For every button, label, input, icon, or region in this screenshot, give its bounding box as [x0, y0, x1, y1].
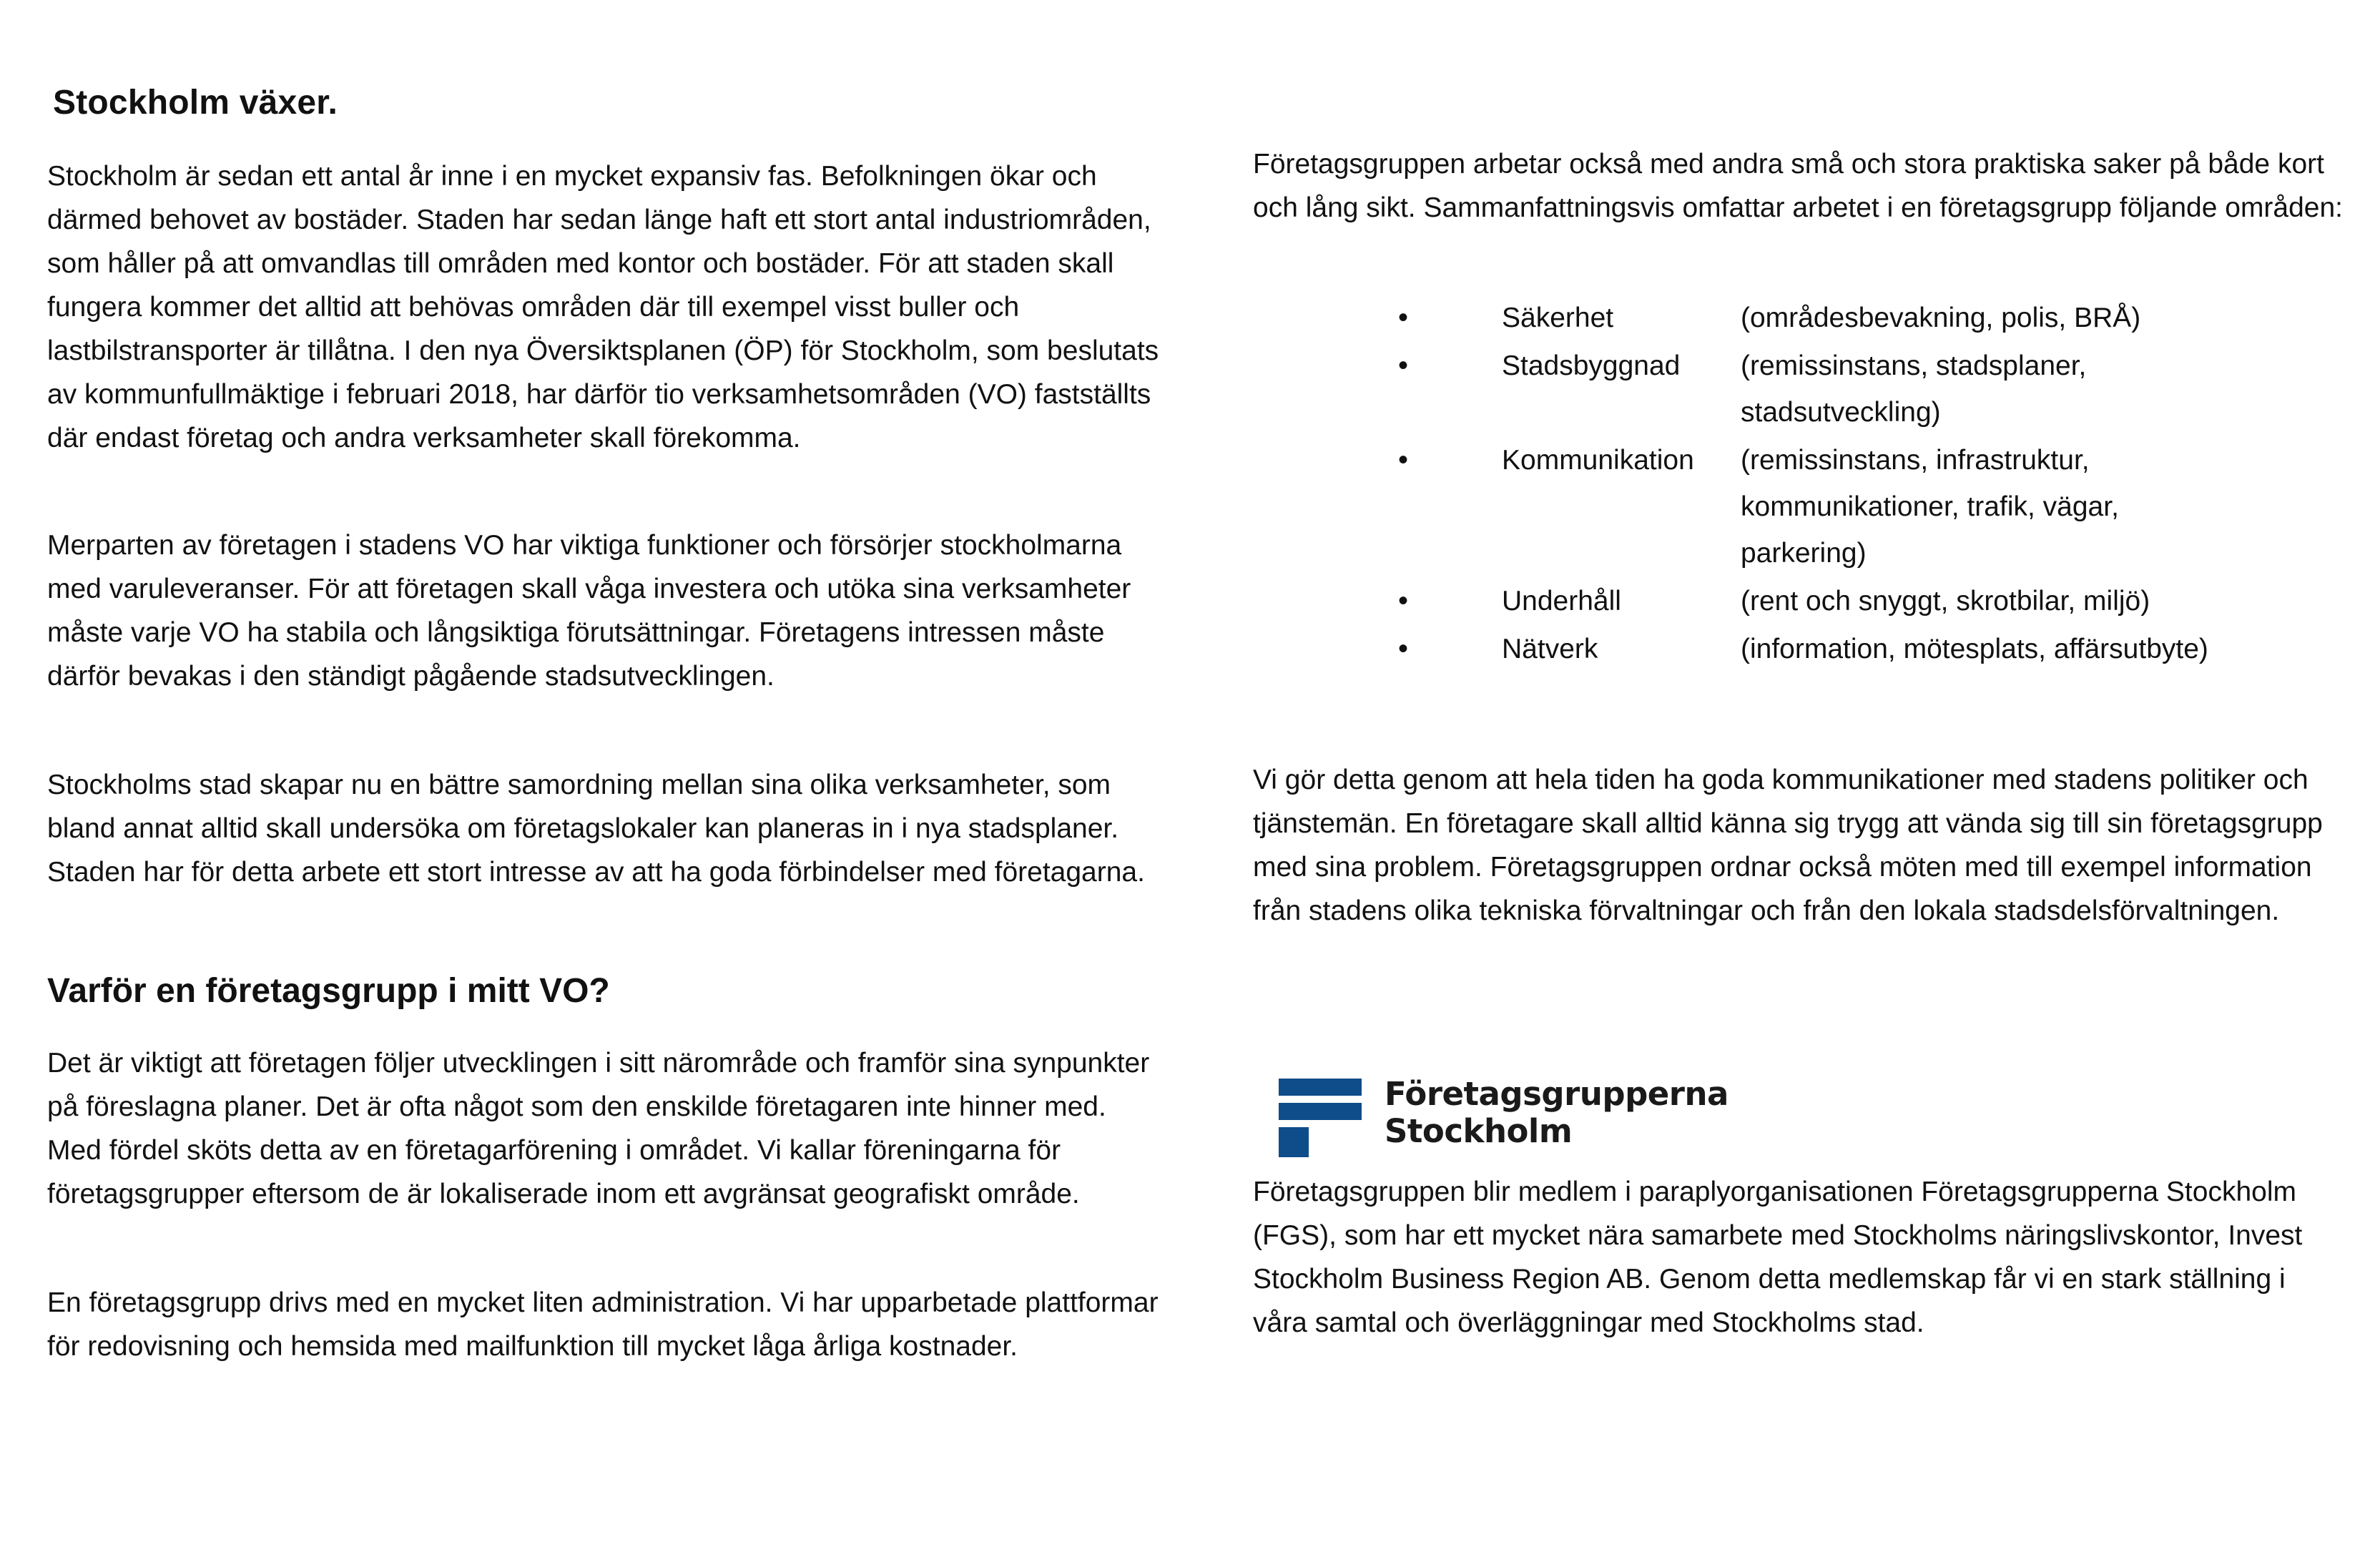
membership-paragraph: Företagsgruppen blir medlem i paraplyorganisationen Företagsgrupperna Stockholm (FGS), som har ett mycket nära samarbete med Stockholms näringslivskontor, Invest Stockholm Business Region AB. Genom detta medlemskap får vi en stark ställning i våra samtal och överläggningar med Stockholms stad.	[1253, 1177, 2303, 1338]
bullet-icon: •	[1398, 302, 1409, 333]
bullet-icon: •	[1398, 350, 1409, 381]
list-item-description: (information, mötesplats, affärsutbyte)	[1741, 634, 2208, 664]
list-item-term: Underhåll	[1502, 586, 1621, 617]
list-item-description: (remissinstans, infrastruktur, kommunikationer, trafik, vägar, parkering)	[1741, 445, 2119, 569]
list-item	[1253, 578, 2347, 624]
bullet-icon: •	[1398, 633, 1409, 664]
companies-paragraph: Merparten av företagen i stadens VO har viktiga funktioner och försörjer stockholmarna med varuleveranser. För att företagen skall våga investera och utöka sina verksamheter måste varje VO ha stabila och långsiktiga förutsättningar. Företagens intressen måste därför bevakas i den ständigt pågående stadsutvecklingen.	[47, 530, 1131, 692]
logo-line-2: Stockholm	[1385, 1112, 1573, 1150]
list-item	[1253, 295, 2347, 341]
logo-line-1: Företagsgrupperna	[1385, 1075, 1729, 1113]
bullet-icon: •	[1398, 444, 1409, 476]
list-item	[1253, 626, 2347, 672]
intro-paragraph: Stockholm är sedan ett antal år inne i en mycket expansiv fas. Befolkningen ökar och därmed behovet av bostäder. Staden har sedan länge haft ett stort antal industriområden, som håller på att omvandlas till områden med kontor och bostäder. För att staden skall fungera kommer det alltid att behövas områden där till exempel visst buller och lastbilstransporter är tillåtna. I den nya Översiktsplanen (ÖP) för Stockholm, som beslutats av kommunfullmäktige i februari 2018, har därför tio verksamhetsområden (VO) fastställts där endast företag och andra verksamheter skall förekomma.	[47, 161, 1159, 453]
list-item-term: Stadsbyggnad	[1502, 350, 1681, 381]
list-item-term: Nätverk	[1502, 634, 1598, 664]
fgs-logo-icon	[1279, 1079, 1364, 1157]
fgs-logo-text	[1385, 1076, 1729, 1150]
areas-intro-paragraph: Företagsgruppen arbetar också med andra små och stora praktiska saker på både kort och lång sikt. Sammanfattningsvis omfattar arbetet i en företagsgrupp följande områden:	[1253, 149, 2344, 223]
bullet-icon: •	[1398, 585, 1409, 617]
list-item	[1253, 343, 2347, 436]
fgs-logo	[1279, 1073, 1736, 1166]
list-item-description: (rent och snyggt, skrotbilar, miljö)	[1741, 586, 2150, 617]
list-item-term: Kommunikation	[1502, 445, 1694, 476]
communication-paragraph: Vi gör detta genom att hela tiden ha goda kommunikationer med stadens politiker och tjänstemän. En företagare skall alltid känna sig trygg att vända sig till sin företagsgrupp med sina problem. Företagsgruppen ordnar också möten med till exempel information från stadens olika tekniska förvaltningar och från den lokala stadsdelsförvaltningen.	[1253, 765, 2323, 926]
work-areas-list	[1253, 295, 2347, 674]
list-item-description: (områdesbevakning, polis, BRÅ)	[1741, 303, 2141, 333]
why-paragraph: Det är viktigt att företagen följer utvecklingen i sitt närområde och framför sina synpunkter på föreslagna planer. Det är ofta något som den enskilde företagaren inte hinner med. Med fördel sköts detta av en företagarförening i området. Vi kallar föreningarna för företagsgrupper eftersom de är lokaliserade inom ett avgränsat geografiskt område.	[47, 1048, 1150, 1209]
list-item-description: (remissinstans, stadsplaner, stadsutveckling)	[1741, 350, 2087, 428]
list-item	[1253, 437, 2347, 576]
page-title: Stockholm växer.	[53, 84, 338, 122]
administration-paragraph: En företagsgrupp drivs med en mycket liten administration. Vi har upparbetade plattformar för redovisning och hemsida med mailfunktion till mycket låga årliga kostnader.	[47, 1287, 1159, 1362]
coordination-paragraph: Stockholms stad skapar nu en bättre samordning mellan sina olika verksamheter, som bland annat alltid skall undersöka om företagslokaler kan planeras in i nya stadsplaner. Staden har för detta arbete ett stort intresse av att ha goda förbindelser med företagarna.	[47, 770, 1145, 888]
section-heading: Varför en företagsgrupp i mitt VO?	[47, 972, 610, 1010]
list-item-term: Säkerhet	[1502, 303, 1614, 333]
